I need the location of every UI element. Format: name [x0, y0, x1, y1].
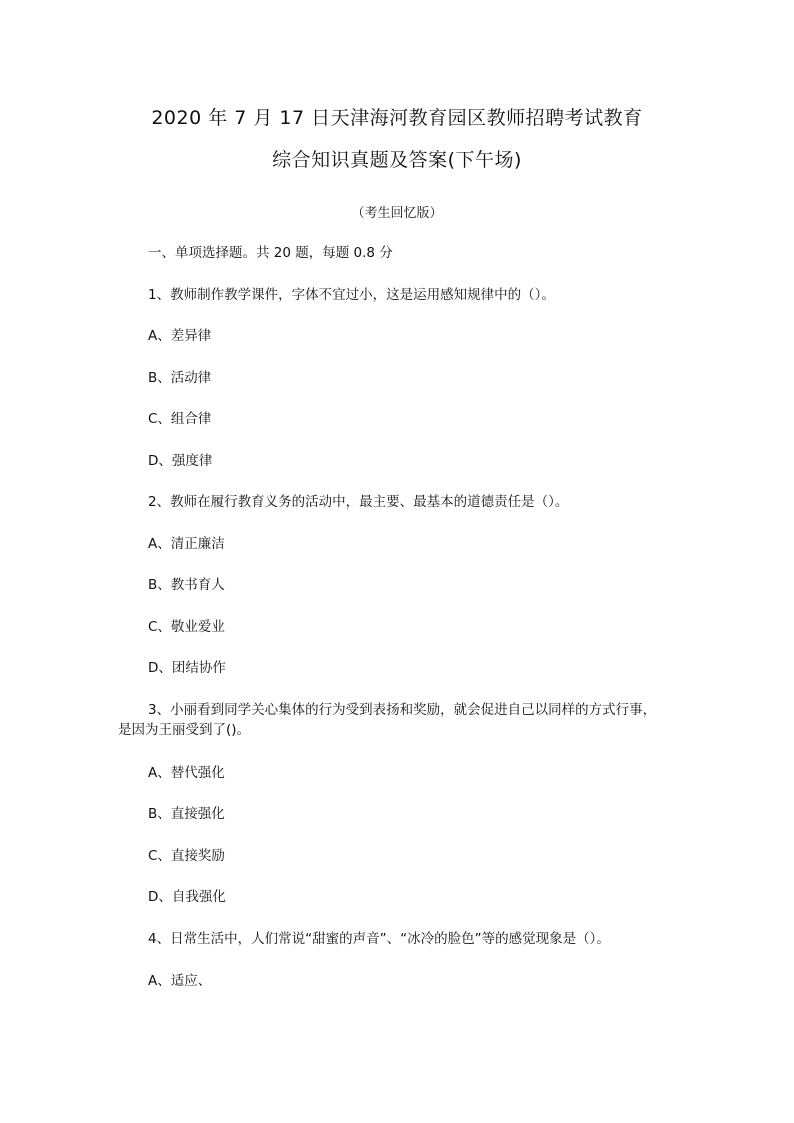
question-3-option-d: D、自我强化	[148, 889, 226, 905]
question-1-option-a: A、差异律	[148, 328, 212, 344]
question-4-stem: 4、日常生活中，人们常说“甜蜜的声音”、“冰冷的脸色”等的感觉现象是（）。	[148, 931, 610, 947]
question-3-stem-continued: 是因为王丽受到了()。	[118, 722, 251, 738]
question-2-option-a: A、清正廉洁	[148, 536, 225, 552]
document-title-line-1: 2020 年 7 月 17 日天津海河教育园区教师招聘考试教育	[151, 107, 643, 129]
document-subtitle: （考生回忆版）	[351, 206, 443, 221]
question-2-option-c: C、敬业爱业	[148, 619, 225, 635]
question-4-option-a: A、适应、	[148, 973, 212, 989]
question-2-option-d: D、团结协作	[148, 660, 226, 676]
question-3-option-b: B、直接强化	[148, 806, 225, 822]
question-1-stem: 1、教师制作教学课件，字体不宜过小，这是运用感知规律中的（）。	[148, 287, 555, 303]
question-3-option-c: C、直接奖励	[148, 848, 225, 864]
question-3-option-a: A、替代强化	[148, 765, 225, 781]
question-2-stem: 2、教师在履行教育义务的活动中，最主要、最基本的道德责任是（）。	[148, 494, 569, 510]
question-2-option-b: B、教书育人	[148, 577, 225, 593]
document-title-line-2: 综合知识真题及答案(下午场)	[272, 149, 522, 171]
question-3-stem: 3、小丽看到同学关心集体的行为受到表扬和奖励，就会促进自己以同样的方式行事，	[148, 702, 657, 718]
question-1-option-d: D、强度律	[148, 453, 213, 469]
question-1-option-c: C、组合律	[148, 411, 212, 427]
question-1-option-b: B、活动律	[148, 370, 212, 386]
section-heading: 一、单项选择题。共 20 题，每题 0.8 分	[148, 245, 393, 261]
